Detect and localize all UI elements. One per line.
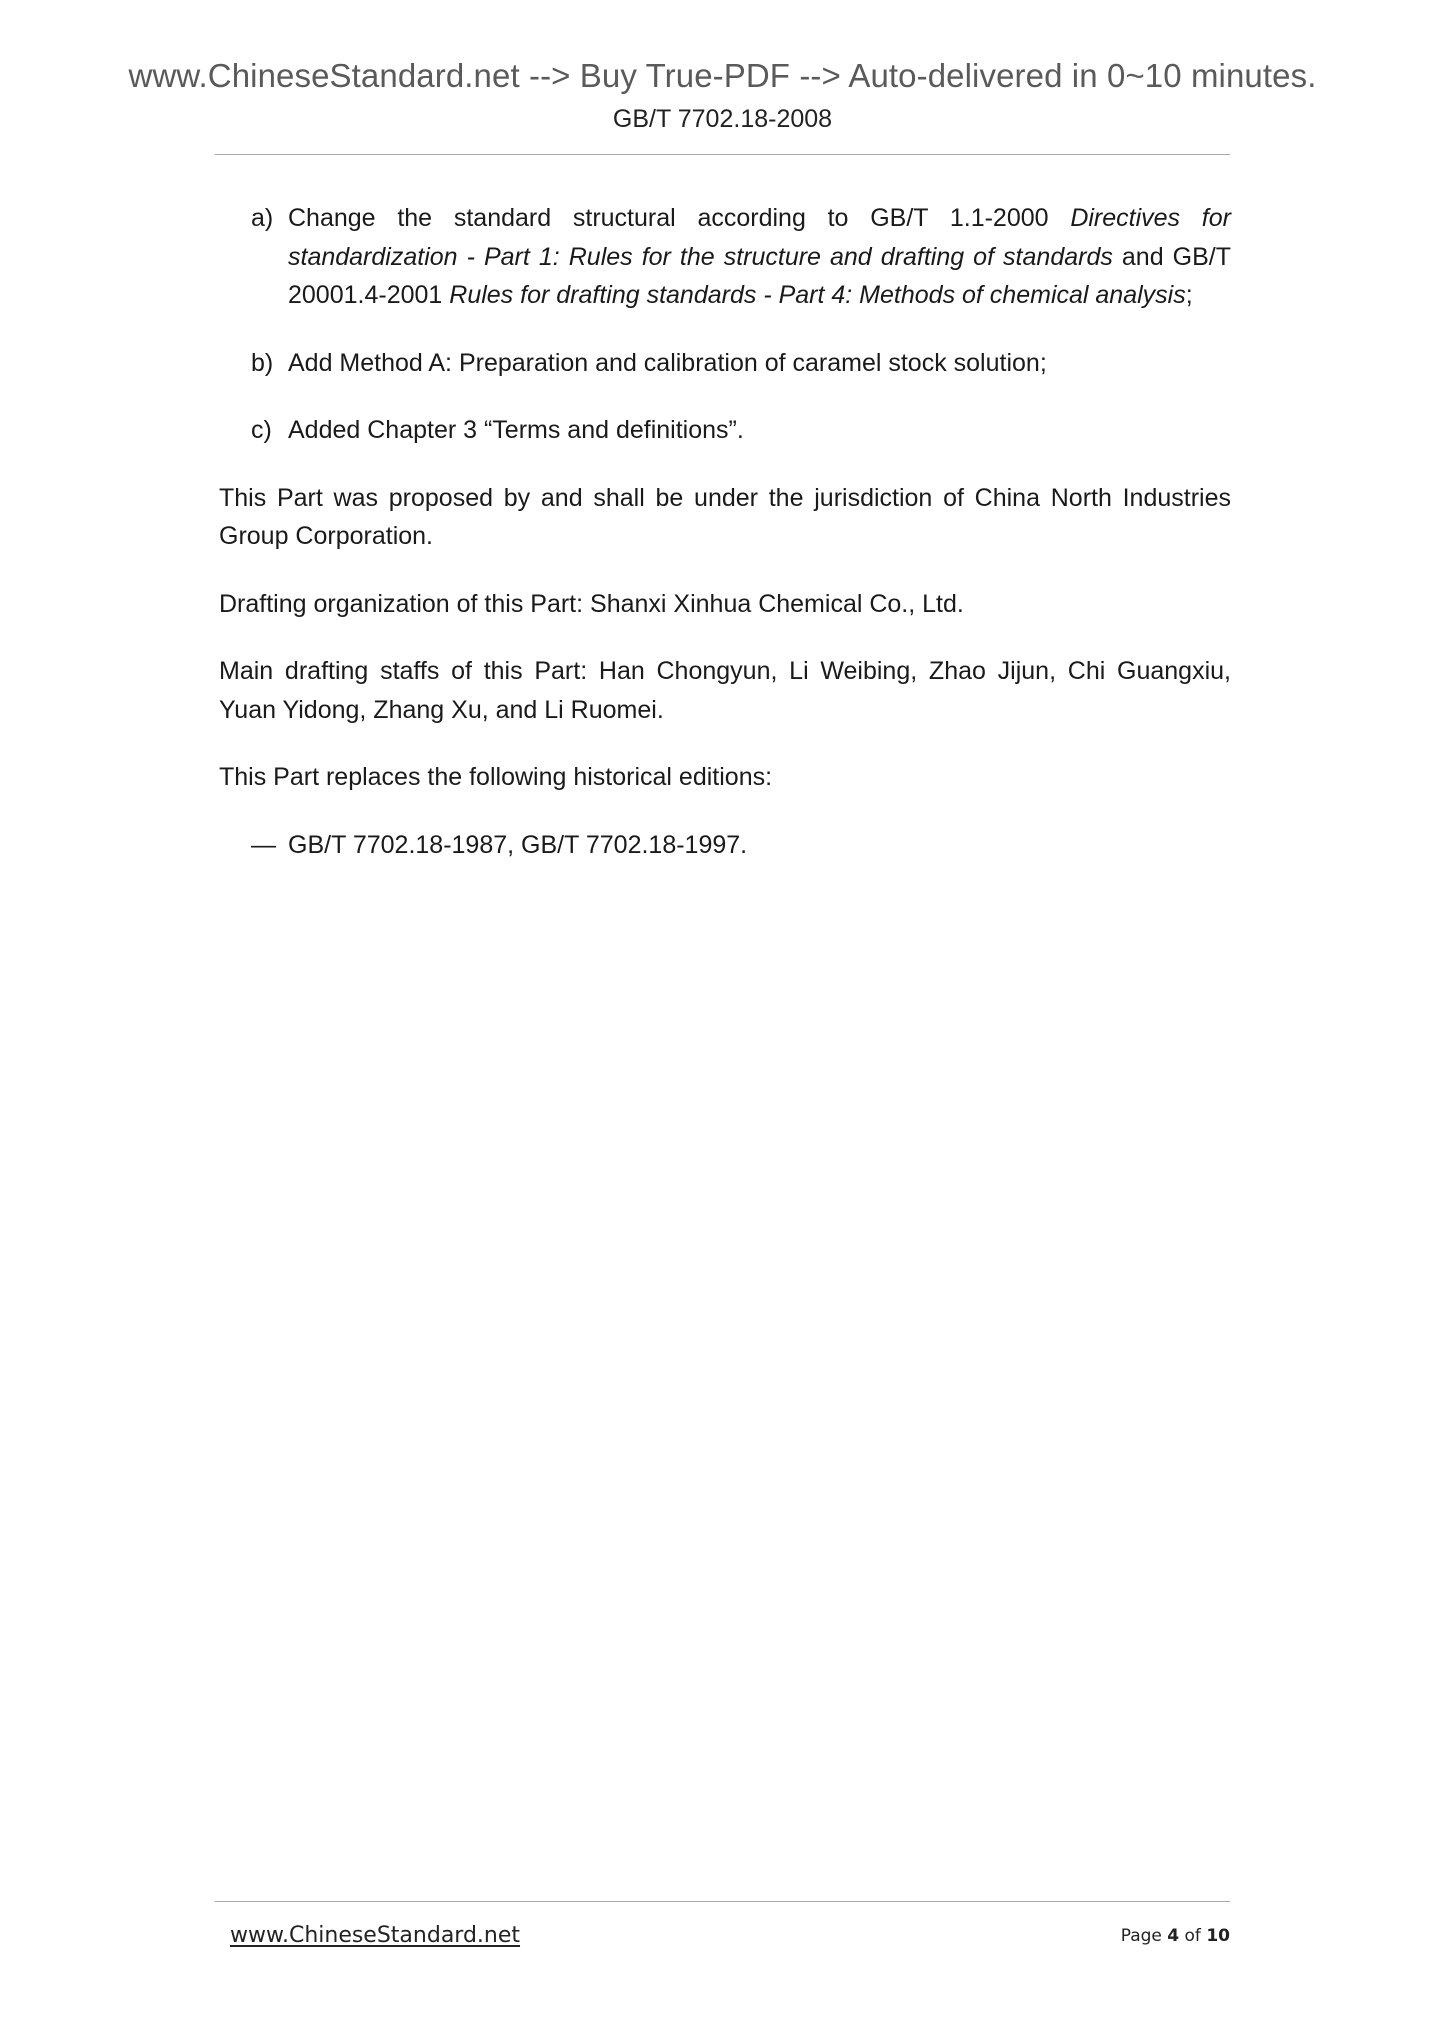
page-content	[219, 199, 1231, 864]
footer-site-link[interactable]: www.ChineseStandard.net	[230, 1923, 521, 1948]
list-marker: b)	[251, 348, 274, 377]
page-indicator	[1121, 1926, 1230, 1946]
item-text: Change the standard structural according to GB/T 1.1-2000	[288, 204, 1071, 232]
item-text: Added Chapter 3 “Terms and definitions”.	[288, 416, 744, 444]
total-pages: 10	[1206, 1926, 1230, 1946]
footer-divider	[215, 1901, 1230, 1902]
history-item	[219, 826, 1231, 865]
proposal-paragraph: This Part was proposed by and shall be under the jurisdiction of China North Industries Group Corporation.	[219, 483, 1231, 550]
dash-marker: —	[251, 830, 276, 859]
replacement-paragraph: This Part replaces the following historical editions:	[219, 763, 773, 791]
item-text: and GB/T 20001.4-2001	[288, 242, 1231, 309]
current-page-number: 4	[1167, 1926, 1180, 1946]
list-item-c	[219, 411, 1231, 450]
history-text: GB/T 7702.18-1987, GB/T 7702.18-1997.	[288, 830, 748, 859]
drafting-staff-paragraph: Main drafting staffs of this Part: Han Chongyun, Li Weibing, Zhao Jijun, Chi Guangxiu, Yuan Yidong, Zhang Xu, and Li Ruomei.	[219, 657, 1231, 724]
item-text: Add Method A: Preparation and calibration of caramel stock solution;	[288, 348, 1047, 377]
header-divider	[215, 154, 1230, 155]
list-marker: c)	[251, 416, 272, 444]
list-item-a	[219, 199, 1231, 315]
item-title-italic: Rules for drafting standards - Part 4: Methods of chemical analysis	[449, 281, 1186, 309]
document-code: GB/T 7702.18-2008	[612, 105, 833, 133]
item-text: ;	[1185, 281, 1193, 309]
drafting-organization-paragraph: Drafting organization of this Part: Shanxi Xinhua Chemical Co., Ltd.	[219, 589, 964, 618]
of-word: of	[1184, 1926, 1201, 1946]
item-title-italic: Directives for standardization - Part 1: Rules for the structure and drafting of standards	[288, 204, 1231, 271]
list-item-b	[219, 344, 1231, 383]
page-word: Page	[1120, 1926, 1162, 1946]
site-banner[interactable]: www.ChineseStandard.net --> Buy True-PDF --> Auto-delivered in 0~10 minutes.	[128, 57, 1317, 94]
list-marker: a)	[251, 204, 274, 232]
